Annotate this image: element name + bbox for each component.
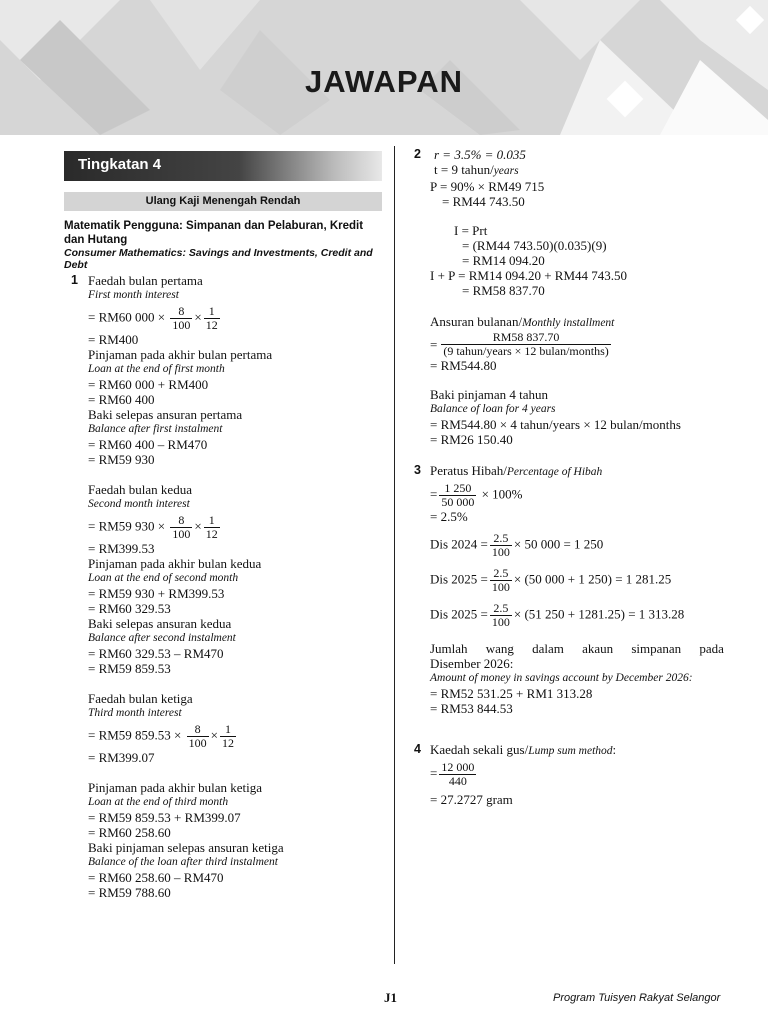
fraction-numerator: 1 <box>220 723 236 737</box>
answer-3 <box>430 463 725 716</box>
answer-line: = RM400 <box>88 332 139 347</box>
fraction <box>204 514 220 541</box>
answer-line: Baki pinjaman 4 tahun <box>430 387 549 402</box>
fraction-denominator: (9 tahun/years × 12 bulan/months) <box>443 344 609 358</box>
fraction-denominator: 50 000 <box>441 495 475 509</box>
question-number-1: 1 <box>71 273 78 287</box>
answer-line: = (RM44 743.50)(0.035)(9) <box>462 238 607 253</box>
answer-line: = RM59 788.60 <box>88 885 171 900</box>
tingkatan-label: Tingkatan 4 <box>78 156 162 173</box>
answer-line: Faedah bulan kedua <box>88 482 192 497</box>
answer-text: Ansuran bulanan/ <box>430 314 523 329</box>
answer-text: Monthly installment <box>522 317 615 329</box>
answer-text: t = 9 tahun/ <box>434 162 494 177</box>
answer-line: = RM52 531.25 + RM1 313.28 <box>430 686 593 701</box>
fraction-numerator: 1 <box>204 305 220 319</box>
fraction <box>490 532 512 559</box>
answer-line <box>430 482 725 509</box>
fraction-numerator: RM58 837.70 <box>441 331 610 345</box>
fraction <box>170 305 192 332</box>
fraction-numerator: 2.5 <box>490 532 512 546</box>
answer-text: Lump sum method <box>528 745 613 757</box>
fraction-numerator: 8 <box>170 305 192 319</box>
answer-line: = RM60 329.53 <box>88 601 171 616</box>
fraction <box>204 305 220 332</box>
fraction-numerator: 2.5 <box>490 602 512 616</box>
fraction <box>170 514 192 541</box>
answer-line: = RM44 743.50 <box>442 194 525 209</box>
answer-line: Balance of the loan after third instalment <box>88 856 278 868</box>
answer-2 <box>430 147 725 447</box>
answer-line: Second month interest <box>88 498 190 510</box>
answer-text: = RM60 000 × <box>88 309 166 325</box>
answer-line: P = 90% × RM49 715 <box>430 179 545 194</box>
answer-line <box>430 602 725 629</box>
fraction-numerator: 2.5 <box>490 567 512 581</box>
answer-line: = RM60 329.53 – RM470 <box>88 646 224 661</box>
answer-line: Balance after first instalment <box>88 423 223 435</box>
equals-sign: = <box>430 486 438 502</box>
answer-text: = RM59 859.53 × <box>88 727 182 743</box>
answer-line: = RM544.80 <box>430 358 497 373</box>
answer-text: = RM59 930 × <box>88 518 166 534</box>
answer-line <box>430 532 725 559</box>
answer-word: akaun <box>582 641 614 656</box>
answer-line <box>430 162 725 179</box>
program-name: Program Tuisyen Rakyat Selangor <box>553 992 721 1004</box>
answer-line: Loan at the end of first month <box>88 363 225 375</box>
answer-line <box>88 305 388 332</box>
answer-text: × (50 000 + 1 250) = 1 281.25 <box>513 571 672 587</box>
answer-line: = RM53 844.53 <box>430 701 513 716</box>
answer-line: Pinjaman pada akhir bulan ketiga <box>88 780 263 795</box>
answer-line: Loan at the end of third month <box>88 796 229 808</box>
answer-line: Third month interest <box>88 707 182 719</box>
answer-line: I + P = RM14 094.20 + RM44 743.50 <box>430 268 628 283</box>
answer-line: Amount of money in savings account by December 2026: <box>430 672 693 684</box>
section-title-ms: Matematik Pengguna: Simpanan dan Pelaburan, Kredit dan Hutang <box>64 220 364 246</box>
fraction <box>490 602 512 629</box>
page-title: JAWAPAN <box>304 64 463 99</box>
fraction <box>490 567 512 594</box>
answer-line <box>430 463 725 480</box>
answer-word: dalam <box>532 641 564 656</box>
answer-text: Peratus Hibah/ <box>430 463 507 478</box>
fraction-denominator: 100 <box>188 736 207 750</box>
answer-line: Baki selepas ansuran kedua <box>88 616 232 631</box>
answer-line: = RM59 930 <box>88 452 155 467</box>
fraction-denominator: 12 <box>222 736 234 750</box>
answer-line: = RM399.07 <box>88 750 155 765</box>
equals-sign: = <box>430 765 438 781</box>
question-number-3: 3 <box>414 463 421 477</box>
times-sign: × <box>194 309 202 325</box>
fraction-numerator: 1 <box>204 514 220 528</box>
answer-text: × (51 250 + 1281.25) = 1 313.28 <box>513 606 685 622</box>
answer-line: = RM59 930 + RM399.53 <box>88 586 225 601</box>
answer-text: × 50 000 = 1 250 <box>513 536 604 552</box>
answer-line: First month interest <box>88 289 179 301</box>
answer-line: Balance of loan for 4 years <box>430 403 556 415</box>
fraction-denominator: 100 <box>491 615 510 629</box>
answer-line: = RM60 258.60 – RM470 <box>88 870 224 885</box>
times-sign: × <box>210 727 218 743</box>
answer-line: = RM399.53 <box>88 541 155 556</box>
section-title-en: Consumer Mathematics: Savings and Investments, Credit and Debt <box>64 247 373 271</box>
answer-line: Baki pinjaman selepas ansuran ketiga <box>88 840 284 855</box>
section-heading <box>64 219 382 271</box>
answer-line: r = 3.5% = 0.035 <box>434 147 526 162</box>
answer-line <box>430 314 725 331</box>
answer-line: = RM59 859.53 <box>88 661 171 676</box>
fraction-denominator: 12 <box>205 318 218 332</box>
answer-text: × 100% <box>481 486 523 502</box>
answer-text: Dis 2024 = <box>430 536 488 552</box>
question-number-2: 2 <box>414 147 421 161</box>
answer-line: Kaedah sekali gus/Lump sum method: <box>430 742 617 757</box>
fraction-denominator: 100 <box>491 545 510 559</box>
answer-line: Baki selepas ansuran pertama <box>88 407 243 422</box>
answer-line: = RM59 859.53 + RM399.07 <box>88 810 241 825</box>
answer-line <box>88 514 388 541</box>
fraction <box>439 482 476 509</box>
answer-text: Dis 2025 = <box>430 571 488 587</box>
answer-text: Dis 2025 = <box>430 606 488 622</box>
answer-line: Balance after second instalment <box>88 632 236 644</box>
answer-4 <box>430 742 725 807</box>
times-sign: × <box>194 518 202 534</box>
answer-line <box>430 331 725 358</box>
fraction <box>187 723 209 750</box>
answer-word: Jumlah <box>430 641 468 656</box>
subsection-bar: Ulang Kaji Menengah Rendah <box>64 192 382 211</box>
fraction-numerator: 8 <box>187 723 209 737</box>
fraction <box>441 331 610 358</box>
answer-text: years <box>493 165 519 177</box>
answer-line <box>88 723 388 750</box>
answer-line: = RM60 400 – RM470 <box>88 437 208 452</box>
fraction-denominator: 440 <box>448 774 467 788</box>
answer-text: Kaedah sekali gus/ <box>430 742 529 757</box>
answer-line: = 27.2727 gram <box>430 792 513 807</box>
answer-line: = RM60 400 <box>88 392 155 407</box>
answer-line: = 2.5% <box>430 509 468 524</box>
answer-line: = RM60 000 + RM400 <box>88 377 209 392</box>
fraction <box>439 761 476 788</box>
answer-line <box>430 641 724 656</box>
answer-line: I = Prt <box>454 223 488 238</box>
answer-1 <box>88 273 388 900</box>
fraction-numerator: 12 000 <box>441 760 475 774</box>
answer-line: Faedah bulan pertama <box>88 273 203 288</box>
answer-word: wang <box>485 641 514 656</box>
answer-line: = RM58 837.70 <box>462 283 545 298</box>
answer-word: pada <box>699 641 724 656</box>
answer-word: simpanan <box>631 641 682 656</box>
column-divider <box>394 146 395 964</box>
answer-line: Faedah bulan ketiga <box>88 691 193 706</box>
fraction-denominator: 100 <box>491 580 510 594</box>
answer-line: Loan at the end of second month <box>88 572 239 584</box>
page-number: J1 <box>384 990 397 1005</box>
page-header <box>0 0 768 135</box>
answer-line: = RM14 094.20 <box>462 253 545 268</box>
answer-line: Pinjaman pada akhir bulan pertama <box>88 347 273 362</box>
tingkatan-banner <box>64 151 382 181</box>
answer-line: = RM26 150.40 <box>430 432 513 447</box>
answer-line: Disember 2026: <box>430 656 514 671</box>
fraction-denominator: 100 <box>172 318 191 332</box>
fraction <box>220 723 236 750</box>
answer-line: = RM60 258.60 <box>88 825 171 840</box>
fraction-denominator: 100 <box>172 527 191 541</box>
answer-line <box>430 567 725 594</box>
answer-line: Pinjaman pada akhir bulan kedua <box>88 556 262 571</box>
answer-line <box>430 761 725 788</box>
equals-sign: = <box>430 337 438 352</box>
answer-text: Percentage of Hibah <box>506 466 603 478</box>
fraction-denominator: 12 <box>205 527 218 541</box>
question-number-4: 4 <box>414 742 421 756</box>
fraction-numerator: 1 250 <box>439 482 476 496</box>
answer-line: = RM544.80 × 4 tahun/years × 12 bulan/months <box>430 417 681 432</box>
fraction-numerator: 8 <box>170 514 192 528</box>
